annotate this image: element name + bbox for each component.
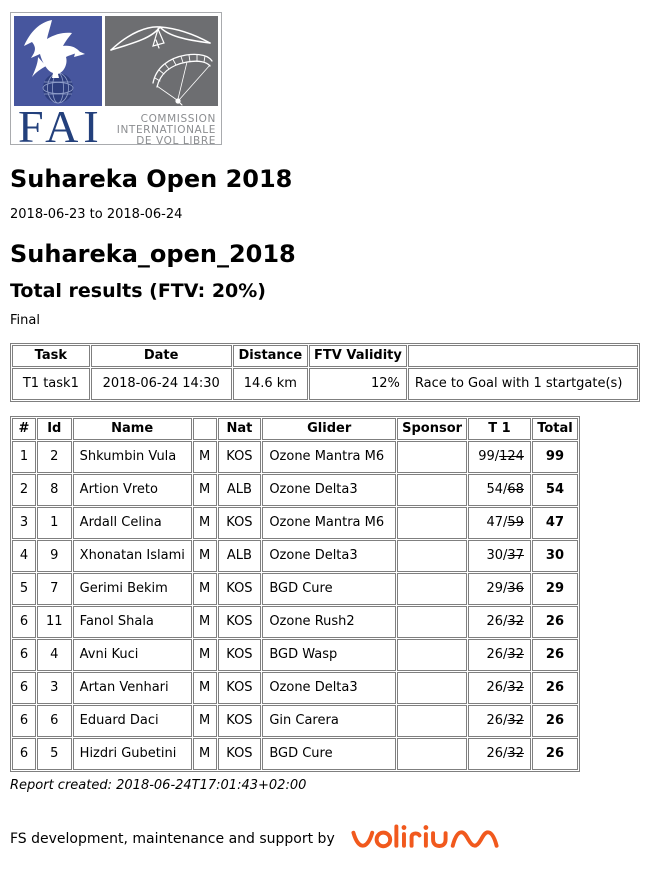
pilot-name-cell: Ardall Celina xyxy=(73,507,192,539)
competition-date-range: 2018-06-23 to 2018-06-24 xyxy=(10,207,183,222)
result-row xyxy=(12,705,578,737)
total-score-cell: 30 xyxy=(532,540,578,572)
results-header-row xyxy=(12,418,578,440)
result-row xyxy=(12,573,578,605)
rank-cell: 6 xyxy=(12,639,36,671)
nat-col-header: Nat xyxy=(218,418,262,440)
pilot-id-cell: 11 xyxy=(37,606,72,638)
glider-cell: Ozone Delta3 xyxy=(262,672,396,704)
sponsor-cell xyxy=(397,705,467,737)
gender-cell: M xyxy=(193,705,217,737)
rank-cell: 1 xyxy=(12,441,36,473)
rank-cell: 6 xyxy=(12,606,36,638)
rank-cell: 6 xyxy=(12,705,36,737)
result-row xyxy=(12,441,578,473)
total-score-cell: 47 xyxy=(532,507,578,539)
task-date-cell: 2018-06-24 14:30 xyxy=(91,368,232,400)
task-ftv-validity-cell: 12% xyxy=(309,368,407,400)
total-score-cell: 26 xyxy=(532,639,578,671)
total-col-header: Total xyxy=(532,418,578,440)
t1-kept-score: 29/ xyxy=(486,581,508,596)
sponsor-cell xyxy=(397,573,467,605)
t1-dropped-score: 32 xyxy=(507,713,524,728)
task-table xyxy=(10,343,640,402)
gender-cell: M xyxy=(193,606,217,638)
pilot-id-cell: 4 xyxy=(37,639,72,671)
t1-score-cell xyxy=(468,705,531,737)
total-score-cell: 26 xyxy=(532,738,578,770)
pilot-id-cell: 1 xyxy=(37,507,72,539)
task-name-cell: T1 task1 xyxy=(12,368,90,400)
nat-cell: ALB xyxy=(218,540,262,572)
pilot-name-cell: Artion Vreto xyxy=(73,474,192,506)
rank-cell: 5 xyxy=(12,573,36,605)
t1-dropped-score: 32 xyxy=(507,647,524,662)
glider-cell: Ozone Delta3 xyxy=(262,474,396,506)
t1-dropped-score: 32 xyxy=(507,680,524,695)
nat-cell: KOS xyxy=(218,639,262,671)
sponsor-cell xyxy=(397,474,467,506)
t1-dropped-score: 36 xyxy=(507,581,524,596)
result-row xyxy=(12,738,578,770)
total-score-cell: 54 xyxy=(532,474,578,506)
status-label: Final xyxy=(10,313,40,328)
gender-cell: M xyxy=(193,639,217,671)
t1-dropped-score: 32 xyxy=(507,614,524,629)
t1-kept-score: 99/ xyxy=(478,449,500,464)
rank-col-header: # xyxy=(12,418,36,440)
pilot-name-cell: Artan Venhari xyxy=(73,672,192,704)
gender-cell: M xyxy=(193,738,217,770)
rank-cell: 2 xyxy=(12,474,36,506)
t1-col-header: T 1 xyxy=(468,418,531,440)
t1-kept-score: 54/ xyxy=(486,482,508,497)
nat-cell: KOS xyxy=(218,705,262,737)
pilot-name-cell: Avni Kuci xyxy=(73,639,192,671)
gender-cell: M xyxy=(193,672,217,704)
task-description-cell: Race to Goal with 1 startgate(s) xyxy=(408,368,638,400)
result-row xyxy=(12,474,578,506)
glider-cell: BGD Cure xyxy=(262,573,396,605)
glider-cell: Ozone Delta3 xyxy=(262,540,396,572)
sponsor-cell xyxy=(397,738,467,770)
t1-kept-score: 26/ xyxy=(486,746,508,761)
total-score-cell: 26 xyxy=(532,606,578,638)
task-header-row xyxy=(12,345,638,367)
glider-cell: Ozone Rush2 xyxy=(262,606,396,638)
rank-cell: 3 xyxy=(12,507,36,539)
sponsor-cell xyxy=(397,441,467,473)
total-score-cell: 26 xyxy=(532,672,578,704)
pilot-id-cell: 3 xyxy=(37,672,72,704)
sponsor-cell xyxy=(397,672,467,704)
id-col-header: Id xyxy=(37,418,72,440)
glider-cell: Ozone Mantra M6 xyxy=(262,507,396,539)
pilot-name-cell: Gerimi Bekim xyxy=(73,573,192,605)
glider-col-header: Glider xyxy=(262,418,396,440)
t1-score-cell xyxy=(468,573,531,605)
pilot-id-cell: 8 xyxy=(37,474,72,506)
pilot-name-cell: Eduard Daci xyxy=(73,705,192,737)
result-row xyxy=(12,540,578,572)
t1-kept-score: 26/ xyxy=(486,647,508,662)
commission-line-2: INTERNATIONALE xyxy=(116,124,216,136)
gender-cell: M xyxy=(193,573,217,605)
task-col-header: Task xyxy=(12,345,90,367)
pilot-id-cell: 7 xyxy=(37,573,72,605)
t1-score-cell xyxy=(468,540,531,572)
pilot-id-cell: 6 xyxy=(37,705,72,737)
gender-cell: M xyxy=(193,441,217,473)
pilot-name-cell: Shkumbin Vula xyxy=(73,441,192,473)
pilot-name-cell: Hizdri Gubetini xyxy=(73,738,192,770)
nat-cell: KOS xyxy=(218,507,262,539)
t1-score-cell xyxy=(468,474,531,506)
t1-kept-score: 30/ xyxy=(486,548,508,563)
rank-cell: 4 xyxy=(12,540,36,572)
gender-col-header xyxy=(193,418,217,440)
gender-cell: M xyxy=(193,474,217,506)
pilot-name-cell: Xhonatan Islami xyxy=(73,540,192,572)
report-created-timestamp: Report created: 2018-06-24T17:01:43+02:00 xyxy=(10,778,307,793)
support-line xyxy=(10,822,654,856)
results-title: Total results (FTV: 20%) xyxy=(10,280,266,302)
sponsor-cell xyxy=(397,540,467,572)
t1-score-cell xyxy=(468,738,531,770)
t1-score-cell xyxy=(468,639,531,671)
t1-score-cell xyxy=(468,672,531,704)
glider-cell: BGD Cure xyxy=(262,738,396,770)
total-score-cell: 99 xyxy=(532,441,578,473)
fai-wordmark: FAI xyxy=(18,101,104,145)
ftv-validity-col-header: FTV Validity xyxy=(309,345,407,367)
fai-logo xyxy=(10,12,222,145)
sponsor-cell xyxy=(397,606,467,638)
pilot-id-cell: 9 xyxy=(37,540,72,572)
sponsor-col-header: Sponsor xyxy=(397,418,467,440)
t1-kept-score: 26/ xyxy=(486,680,508,695)
glider-cell: Ozone Mantra M6 xyxy=(262,441,396,473)
glider-cell: Gin Carera xyxy=(262,705,396,737)
result-row xyxy=(12,507,578,539)
nat-cell: ALB xyxy=(218,474,262,506)
t1-score-cell xyxy=(468,606,531,638)
pilot-id-cell: 2 xyxy=(37,441,72,473)
t1-score-cell xyxy=(468,507,531,539)
pilot-id-cell: 5 xyxy=(37,738,72,770)
t1-dropped-score: 37 xyxy=(507,548,524,563)
t1-dropped-score: 68 xyxy=(507,482,524,497)
t1-score-cell xyxy=(468,441,531,473)
commission-line-1: COMMISSION xyxy=(140,113,216,125)
sponsor-cell xyxy=(397,507,467,539)
t1-dropped-score: 124 xyxy=(499,449,524,464)
t1-kept-score: 47/ xyxy=(486,515,508,530)
result-row xyxy=(12,606,578,638)
nat-cell: KOS xyxy=(218,606,262,638)
competition-title: Suhareka Open 2018 xyxy=(10,165,293,193)
support-text: FS development, maintenance and support by xyxy=(10,831,335,847)
task-row xyxy=(12,368,638,400)
t1-dropped-score: 59 xyxy=(507,515,524,530)
gender-cell: M xyxy=(193,507,217,539)
t1-kept-score: 26/ xyxy=(486,614,508,629)
task-desc-col-header xyxy=(408,345,638,367)
glider-cell: BGD Wasp xyxy=(262,639,396,671)
nat-cell: KOS xyxy=(218,573,262,605)
task-distance-cell: 14.6 km xyxy=(233,368,308,400)
date-col-header: Date xyxy=(91,345,232,367)
t1-kept-score: 26/ xyxy=(486,713,508,728)
competition-file-title: Suhareka_open_2018 xyxy=(10,240,296,268)
total-score-cell: 26 xyxy=(532,705,578,737)
pilot-name-cell: Fanol Shala xyxy=(73,606,192,638)
result-row xyxy=(12,672,578,704)
nat-cell: KOS xyxy=(218,738,262,770)
gender-cell: M xyxy=(193,540,217,572)
sponsor-cell xyxy=(397,639,467,671)
result-row xyxy=(12,639,578,671)
nat-cell: KOS xyxy=(218,672,262,704)
total-score-cell: 29 xyxy=(532,573,578,605)
commission-line-3: DE VOL LIBRE xyxy=(136,135,216,145)
volirium-logo xyxy=(345,822,505,856)
rank-cell: 6 xyxy=(12,672,36,704)
name-col-header: Name xyxy=(73,418,192,440)
results-table xyxy=(10,416,580,772)
t1-dropped-score: 32 xyxy=(507,746,524,761)
rank-cell: 6 xyxy=(12,738,36,770)
nat-cell: KOS xyxy=(218,441,262,473)
distance-col-header: Distance xyxy=(233,345,308,367)
